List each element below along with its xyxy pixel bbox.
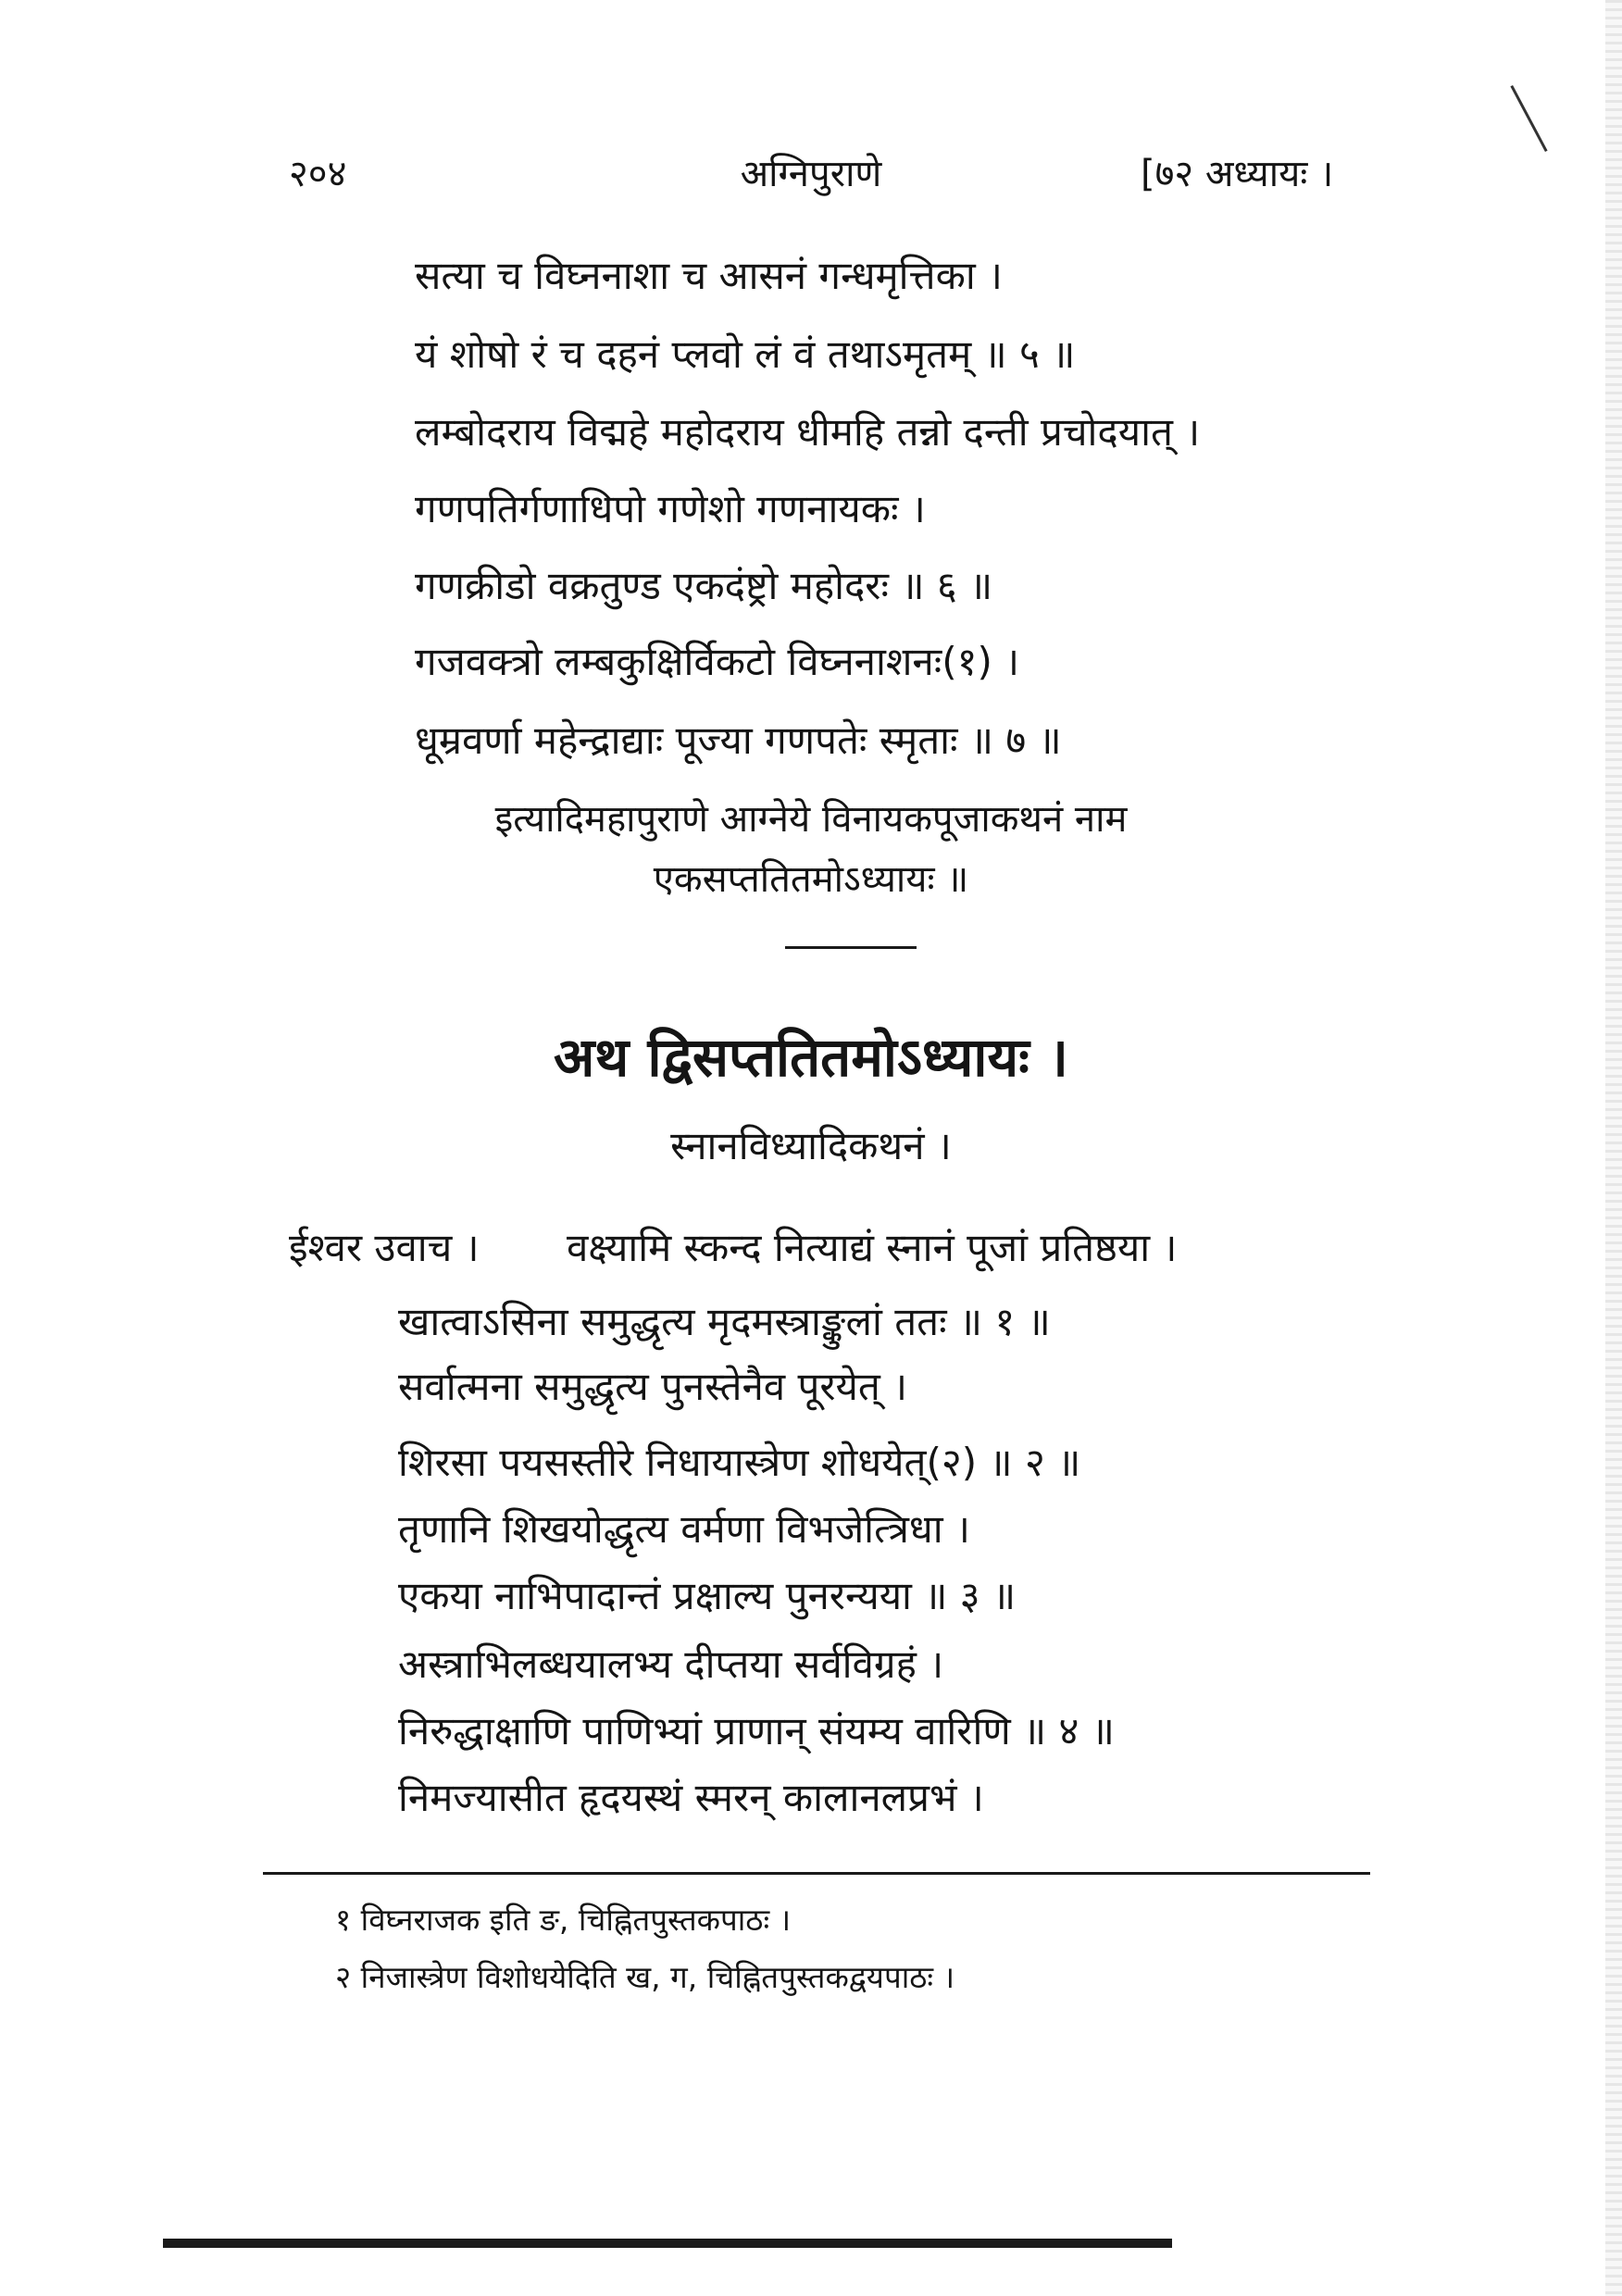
footnote: १ विघ्नराजक इति ङ, चिह्नितपुस्तकपाठः । xyxy=(335,1902,792,1938)
verse-line: गणक्रीडो वक्रतुण्ड एकदंष्ट्रो महोदरः ॥ ६ ॥ xyxy=(415,563,993,608)
footnote-rule xyxy=(263,1872,1370,1875)
chapter-subtitle: स्नानविध्यादिकथनं । xyxy=(670,1123,952,1168)
verse-line: वक्ष्यामि स्कन्द नित्याद्यं स्नानं पूजां प्रतिष्ठया । xyxy=(567,1225,1178,1270)
verse-line: निरुद्धाक्षाणि पाणिभ्यां प्राणान् संयम्य वारिणि ॥ ४ ॥ xyxy=(398,1708,1115,1753)
verse-line: खात्वाऽसिना समुद्धृत्य मृदमस्त्राङ्कुलां ततः ॥ १ ॥ xyxy=(398,1299,1051,1344)
page-number: २०४ xyxy=(289,153,347,195)
verse-line: सत्या च विघ्ननाशा च आसनं गन्धमृत्तिका । xyxy=(415,253,1003,298)
colophon-line: एकसप्ततितमोऽध्यायः ॥ xyxy=(653,858,969,901)
verse-line: धूम्रवर्णा महेन्द्राद्याः पूज्या गणपतेः स्मृताः ॥ ७ ॥ xyxy=(415,718,1062,763)
verse-line: गजवक्त्रो लम्बकुक्षिर्विकटो विघ्ननाशनः(१) । xyxy=(415,639,1020,684)
chapter-title: अथ द्विसप्ततितमोऽध्यायः । xyxy=(553,1026,1068,1089)
verse-line: यं शोषो रं च दहनं प्लवो लं वं तथाऽमृतम् ॥ ५ ॥ xyxy=(415,331,1076,377)
book-title: अग्निपुराणे xyxy=(740,153,882,195)
scan-bottom-border xyxy=(163,2239,1172,2248)
speaker-label: ईश्वर उवाच । xyxy=(289,1225,480,1270)
verse-line: अस्त्राभिलब्धयालभ्य दीप्तया सर्वविग्रहं । xyxy=(398,1641,944,1687)
section-divider xyxy=(785,946,917,949)
verse-line: सर्वात्मना समुद्धृत्य पुनस्तेनैव पूरयेत् । xyxy=(398,1364,908,1409)
verse-line: एकया नाभिपादान्तं प्रक्षाल्य पुनरन्यया ॥ ३ ॥ xyxy=(398,1573,1017,1618)
chapter-reference: [७२ अध्यायः । xyxy=(1141,153,1334,195)
colophon-line: इत्यादिमहापुराणे आग्नेये विनायकपूजाकथनं नाम xyxy=(494,798,1128,841)
verse-line: निमज्यासीत हृदयस्थं स्मरन् कालानलप्रभं । xyxy=(398,1775,984,1820)
footnote: २ निजास्त्रेण विशोधयेदिति ख, ग, चिह्नितपुस्तकद्वयपाठः । xyxy=(335,1959,955,1995)
verse-line: तृणानि शिखयोद्धृत्य वर्मणा विभजेत्त्रिधा । xyxy=(398,1506,970,1552)
verse-line: लम्बोदराय विद्महे महोदराय धीमहि तन्नो दन्ती प्रचोदयात् । xyxy=(415,409,1201,455)
verse-line: शिरसा पयसस्तीरे निधायास्त्रेण शोधयेत्(२) ॥ २ ॥ xyxy=(398,1440,1081,1485)
verse-line: गणपतिर्गणाधिपो गणेशो गणनायकः । xyxy=(415,486,926,531)
margin-pen-mark xyxy=(1510,85,1547,152)
